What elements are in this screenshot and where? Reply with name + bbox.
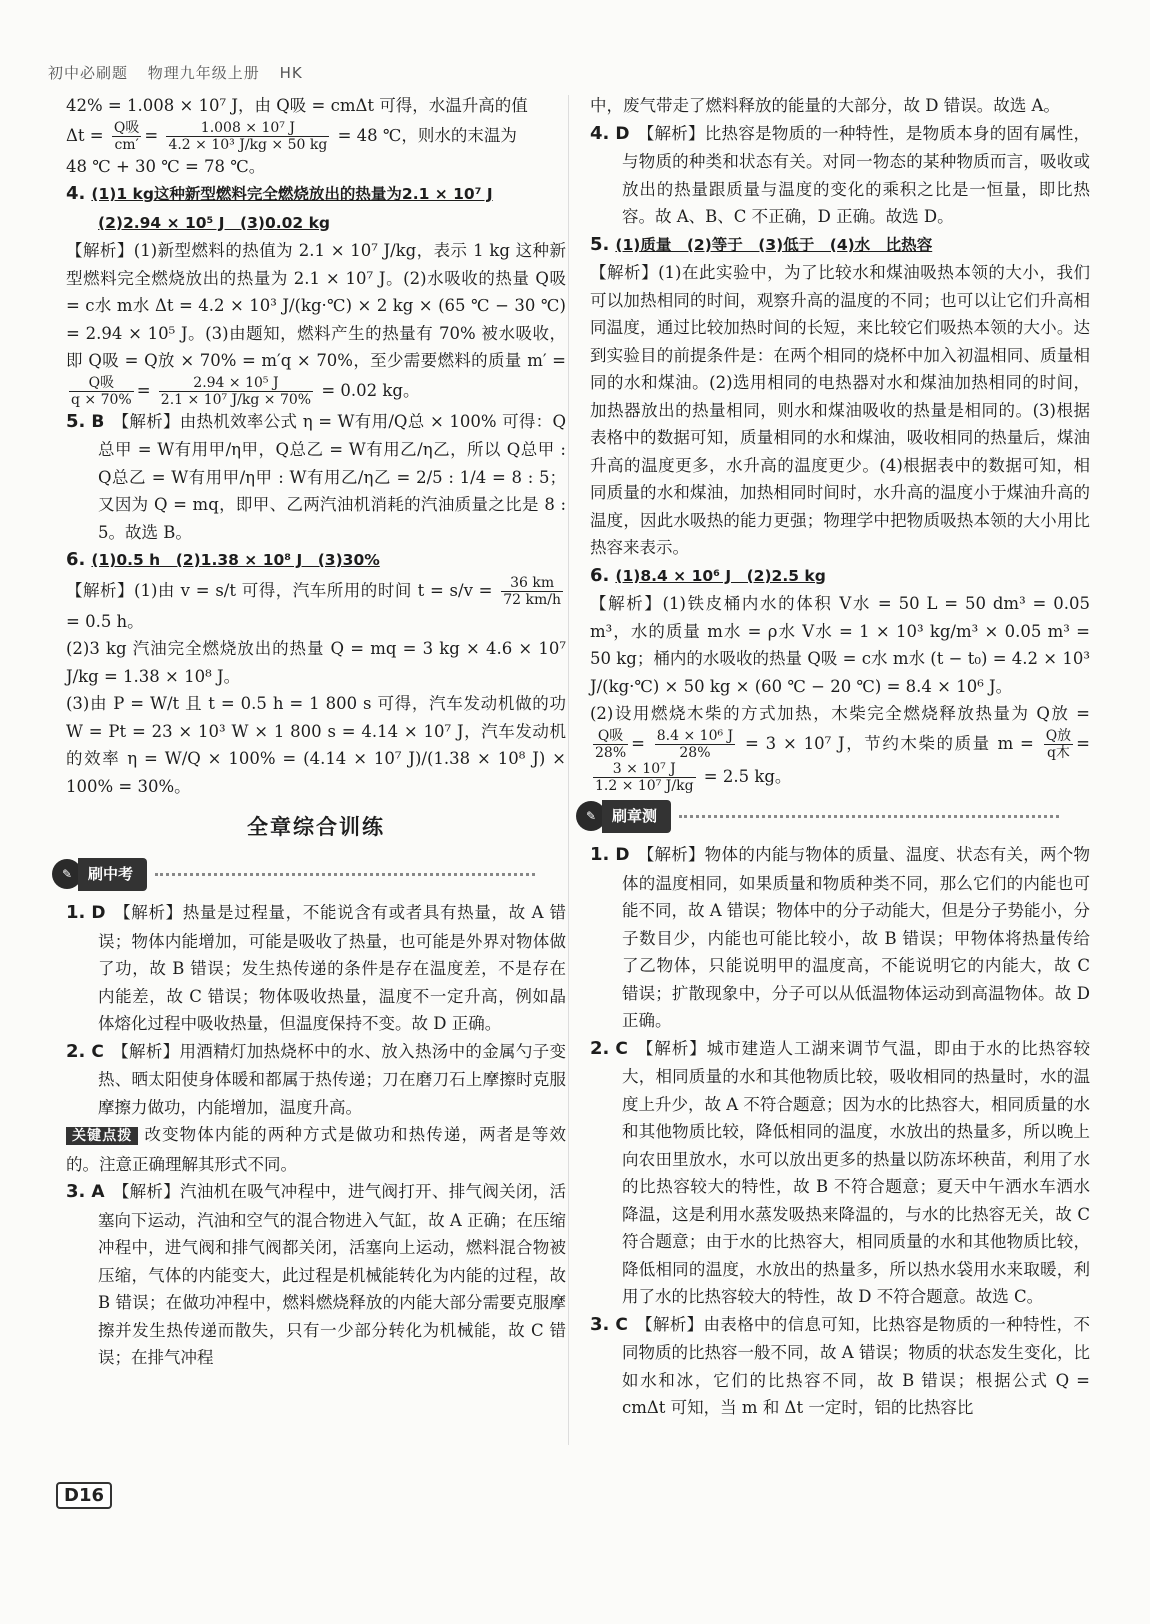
explanation: (2)设用燃烧木柴的方式加热，木柴完全燃烧释放热量为 Q放 = $\frac{\text{Q吸}}{28\%}$ = $\frac{\text{8.4 × 10⁶ J}}{28\%}$ = 3 × 10⁷ J，节约木柴的质量 m = $\frac{\text{Q放}}{\text{q木}}$ = $\frac{\text{3 × 10⁷ J}}{\text{1.2 × 10⁷ J/kg}}$ = 2.5 kg。 xyxy=(590,704,1090,794)
answer: (1)质量 (2)等于 (3)低于 (4)水 比热容 xyxy=(615,235,933,254)
chapter-question-1: 1. D 【解析】物体的内能与物体的质量、温度、状态有关，两个物体的温度相同，如果质量和物质种类不同，那么它们的内能也可能不同，故 A 错误；物体中的分子动能大，但是分子势能小，分子数目少，内能也可能比较小，故 B 错误；甲物体将热量传给了乙物体，只能说明甲的温度高，不能说明它的内能大，故 C 错误；扩散现象中，分子可以从低温物体运动到高温物体。故 D 正确。 xyxy=(590,844,1090,1030)
answer: C xyxy=(615,1314,628,1335)
badge-label: 刷中考 xyxy=(78,858,147,892)
badge-label: 刷章测 xyxy=(602,800,671,834)
explanation: 【解析】(1)铁皮桶内水的体积 V水 = 50 L = 50 dm³ = 0.05 m³，水的质量 m水 = ρ水 V水 = 1 × 10³ kg/m³ × 0.05 m³ = 50 kg；桶内的水吸收的热量 Q吸 = c水 m水 (t − t₀) = 4.2 × 10³ J/(kg·℃) × 50 kg × (60 ℃ − 20 ℃) = 8.4 × 10⁶ J。 xyxy=(590,594,1090,696)
exam-question-3: 3. A 【解析】汽油机在吸气冲程中，进气阀打开、排气阀关闭，活塞向下运动，汽油和空气的混合物进入气缸，故 A 正确；在压缩冲程中，进气阀和排气阀都关闭，活塞向上运动，燃料混合物被压缩，气体的内能变大，此过程是机械能转化为内能的过程，故 B 错误；在做功冲程中，燃料燃烧释放的内能大部分需要克服摩擦并发生热传递而散失，只有一少部分转化为机械能，故 C 错误；在排气冲程 xyxy=(66,1181,566,1367)
question-5: 5. B 【解析】由热机效率公式 η = W有用/Q总 × 100% 可得：Q总甲 = W有用甲/η甲，Q总乙 = W有用乙/η乙，所以 Q总甲 : Q总乙 = W有用甲/η甲 : W有用乙/η乙 = 2/5 : 1/4 = 8 : 5；又因为 Q = mq，即甲、乙两汽油机消耗的汽油质量之比是 8 : 5。故选 B。 xyxy=(66,410,566,542)
pen-icon: ✎ xyxy=(576,801,606,831)
fraction: $\frac{\text{3 × 10⁷ J}}{\text{1.2 × 10⁷ J/kg}}$ xyxy=(595,760,694,794)
exam-question-2: 2. C 【解析】用酒精灯加热烧杯中的水、放入热汤中的金属勺子变热、晒太阳使身体暖和都属于热传递；刀在磨刀石上摩擦时克服摩擦力做功，内能增加，温度升高。 xyxy=(66,1040,566,1117)
question-6: 6. (1)8.4 × 10⁶ J (2)2.5 kg xyxy=(590,564,826,586)
column-divider xyxy=(568,95,569,1445)
right-column xyxy=(585,92,1090,1422)
answer: (1)0.5 h (2)1.38 × 10⁸ J (3)30% xyxy=(91,551,380,569)
formula-line: Δt = $\frac{\text{Q吸}}{cm'}$ = $\frac{\text{1.008 × 10⁷ J}}{\text{4.2 × 10³ J/kg × 50 kg}}$ = 48 ℃，则水的末温为 xyxy=(66,119,517,153)
exam-question-1: 1. D 【解析】热量是过程量，不能说含有或者具有热量，故 A 错误；物体内能增加，可能是吸收了热量，也可能是外界对物体做了功，故 B 错误；发生热传递的条件是存在温度差，不是存在内能差，故 C 错误；物体吸收热量，温度不一定升高，例如晶体熔化过程中吸收热量，但温度保持不变。故 D 正确。 xyxy=(66,902,566,1033)
answer: (1)1 kg这种新型燃料完全燃烧放出的热量为2.1 × 10⁷ J xyxy=(91,185,493,203)
section-title: 全章综合训练 xyxy=(247,815,385,839)
text-line: 48 ℃ + 30 ℃ = 78 ℃。 xyxy=(66,156,266,176)
fraction: $\frac{\text{2.94 × 10⁵ J}}{\text{2.1 × 10⁷ J/kg × 70\%}}$ xyxy=(160,374,312,408)
answer: A xyxy=(91,1182,105,1202)
section-badge xyxy=(52,858,535,892)
answer: (2)2.94 × 10⁵ J (3)0.02 kg xyxy=(98,213,330,232)
dotted-rule xyxy=(155,873,535,876)
fraction: $\frac{\text{Q吸}}{q \times 70\%}$ xyxy=(71,374,132,408)
dotted-rule xyxy=(679,815,1059,818)
section-badge xyxy=(576,800,1059,834)
answer: D xyxy=(615,845,630,865)
question-6: 6. (1)0.5 h (2)1.38 × 10⁸ J (3)30% xyxy=(66,549,380,570)
chapter-question-2: 2. C 【解析】城市建造人工湖来调节气温，即由于水的比热容较大，相同质量的水和其他物质比较，吸收相同的热量时，水的温度上升少，故 A 不符合题意；因为水的比热容大，相同质量的水和其他物质比较，降低相同的温度，水放出的热量多，所以晚上向农田里放水，水可以放出更多的热量以防冻坏秧苗，利用了水的比热容较大的特性，故 B 不符合题意；夏天中午洒水车洒水降温，这是利用水蒸发吸热来降温的，与水的比热容无关，故 C 符合题意；由于水的比热容大，相同质量的水和其他物质比较，降低相同的温度，水放出的热量多，所以热水袋用水来取暖，利用了水的比热容较大的特性，故 D 不符合题意。故选 C。 xyxy=(590,1037,1090,1306)
key-tip-tag: 关键点拨 xyxy=(66,1127,138,1145)
subject-title: 物理九年级上册 xyxy=(147,64,260,82)
page-number: D16 xyxy=(56,1482,112,1509)
fraction: $\frac{\text{Q吸}}{28\%}$ xyxy=(595,727,627,761)
chapter-question-3: 3. C 【解析】由表格中的信息可知，比热容是物质的一种特性，不同物质的比热容一般不同，故 A 错误；物质的状态发生变化，比如水和冰，它们的比热容不同，故 B 错误；根据公式 Q = cmΔt 可知，当 m 和 Δt 一定时，铝的比热容比 xyxy=(590,1313,1090,1417)
fraction: $\frac{36 km}{72 km/h}$ xyxy=(503,574,562,608)
answer: C xyxy=(615,1038,628,1059)
edition-label: HK xyxy=(279,64,303,82)
fraction: $\frac{\text{8.4 × 10⁶ J}}{28\%}$ xyxy=(656,727,734,761)
explanation: (3)由 P = W/t 且 t = 0.5 h = 1 800 s 可得，汽车发动机做的功 W = Pt = 23 × 10³ W × 1 800 s = 4.14 × 10⁷ J，汽车发动机的效率 η = W/Q × 100% = (4.14 × 10⁷ J)/(1.38 × 10⁸ J) × 100% = 30%。 xyxy=(66,694,566,796)
explanation: 【解析】(1)由 v = s/t 可得，汽车所用的时间 t = s/v = $\frac{36 km}{72 km/h}$ = 0.5 h。 xyxy=(66,574,562,631)
explanation: (2)3 kg 汽油完全燃烧放出的热量 Q = mq = 3 kg × 4.6 × 10⁷ J/kg = 1.38 × 10⁸ J。 xyxy=(66,639,566,686)
pen-icon: ✎ xyxy=(52,859,82,889)
fraction: $\frac{\text{1.008 × 10⁷ J}}{\text{4.2 × 10³ J/kg × 50 kg}}$ xyxy=(168,119,328,153)
answer: D xyxy=(91,903,106,923)
answer: B xyxy=(91,411,105,432)
answer: C xyxy=(91,1041,104,1062)
answer: D xyxy=(615,123,630,144)
question-4: 4. (1)1 kg这种新型燃料完全燃烧放出的热量为2.1 × 10⁷ J (2)2.94 × 10⁵ J (3)0.02 kg xyxy=(66,183,493,232)
answer: (1)8.4 × 10⁶ J (2)2.5 kg xyxy=(615,566,826,585)
key-tip: 关键点拨 改变物体内能的两种方式是做功和热传递，两者是等效的。注意正确理解其形式不同。 xyxy=(66,1125,567,1174)
page-header xyxy=(48,62,317,83)
left-column xyxy=(61,92,567,1372)
explanation: 【解析】(1)新型燃料的热值为 2.1 × 10⁷ J/kg，表示 1 kg 这种新型燃料完全燃烧放出的热量为 2.1 × 10⁷ J。(2)水吸收的热量 Q吸 = c水 m水 Δt = 4.2 × 10³ J/(kg·℃) × 2 kg × (65 ℃ − 30 ℃) = 2.94 × 10⁵ J。(3)由题知，燃料产生的热量有 70% 被水吸收，即 Q吸 = Q放 × 70% = m′q × 70%，至少需要燃料的质量 m′ = $\frac{\text{Q吸}}{q \times 70\%}$ = $\frac{\text{2.94 × 10⁵ J}}{\text{2.1 × 10⁷ J/kg × 70\%}}$ = 0.02 kg。 xyxy=(66,241,566,408)
explanation: 【解析】(1)在此实验中，为了比较水和煤油吸热本领的大小，我们可以加热相同的时间，观察升高的温度的不同；也可以让它们升高相同温度，通过比较加热时间的长短，来比较它们吸热本领的大小。达到实验目的前提条件是：在两个相同的烧杯中加入初温相同、质量相同的水和煤油。(2)选用相同的电热器对水和煤油加热相同的时间，加热器放出的热量相同，则水和煤油吸收的热量是相同的。(3)根据表格中的数据可知，质量相同的水和煤油，吸收相同的热量后，煤油升高的温度更多，水升高的温度更少。(4)根据表中的数据可知，相同质量的水和煤油，加热相同时间时，水升高的温度小于煤油升高的温度，因此水吸热的能力更强；物理学中把物质吸热本领的大小用比热容来表示。 xyxy=(590,263,1090,557)
fraction: $\frac{\text{Q吸}}{cm'}$ xyxy=(113,119,140,153)
text-line: 中，废气带走了燃料释放的能量的大部分，故 D 错误。故选 A。 xyxy=(590,96,1060,115)
question-5: 5. (1)质量 (2)等于 (3)低于 (4)水 比热容 xyxy=(590,233,933,255)
fraction: $\frac{\text{Q放}}{\text{q木}}$ xyxy=(1045,727,1072,761)
text-line: 42% = 1.008 × 10⁷ J，由 Q吸 = cmΔt 可得，水温升高的值 xyxy=(66,96,528,115)
question-4: 4. D 【解析】比热容是物质的一种特性，是物质本身的固有属性，与物质的种类和状态有关。对同一物态的某种物质而言，吸收或放出的热量跟质量与温度的变化的乘积之比是一恒量，即比热容。故 A、B、C 不正确，D 正确。故选 D。 xyxy=(590,122,1090,226)
book-title: 初中必刷题 xyxy=(48,64,129,82)
